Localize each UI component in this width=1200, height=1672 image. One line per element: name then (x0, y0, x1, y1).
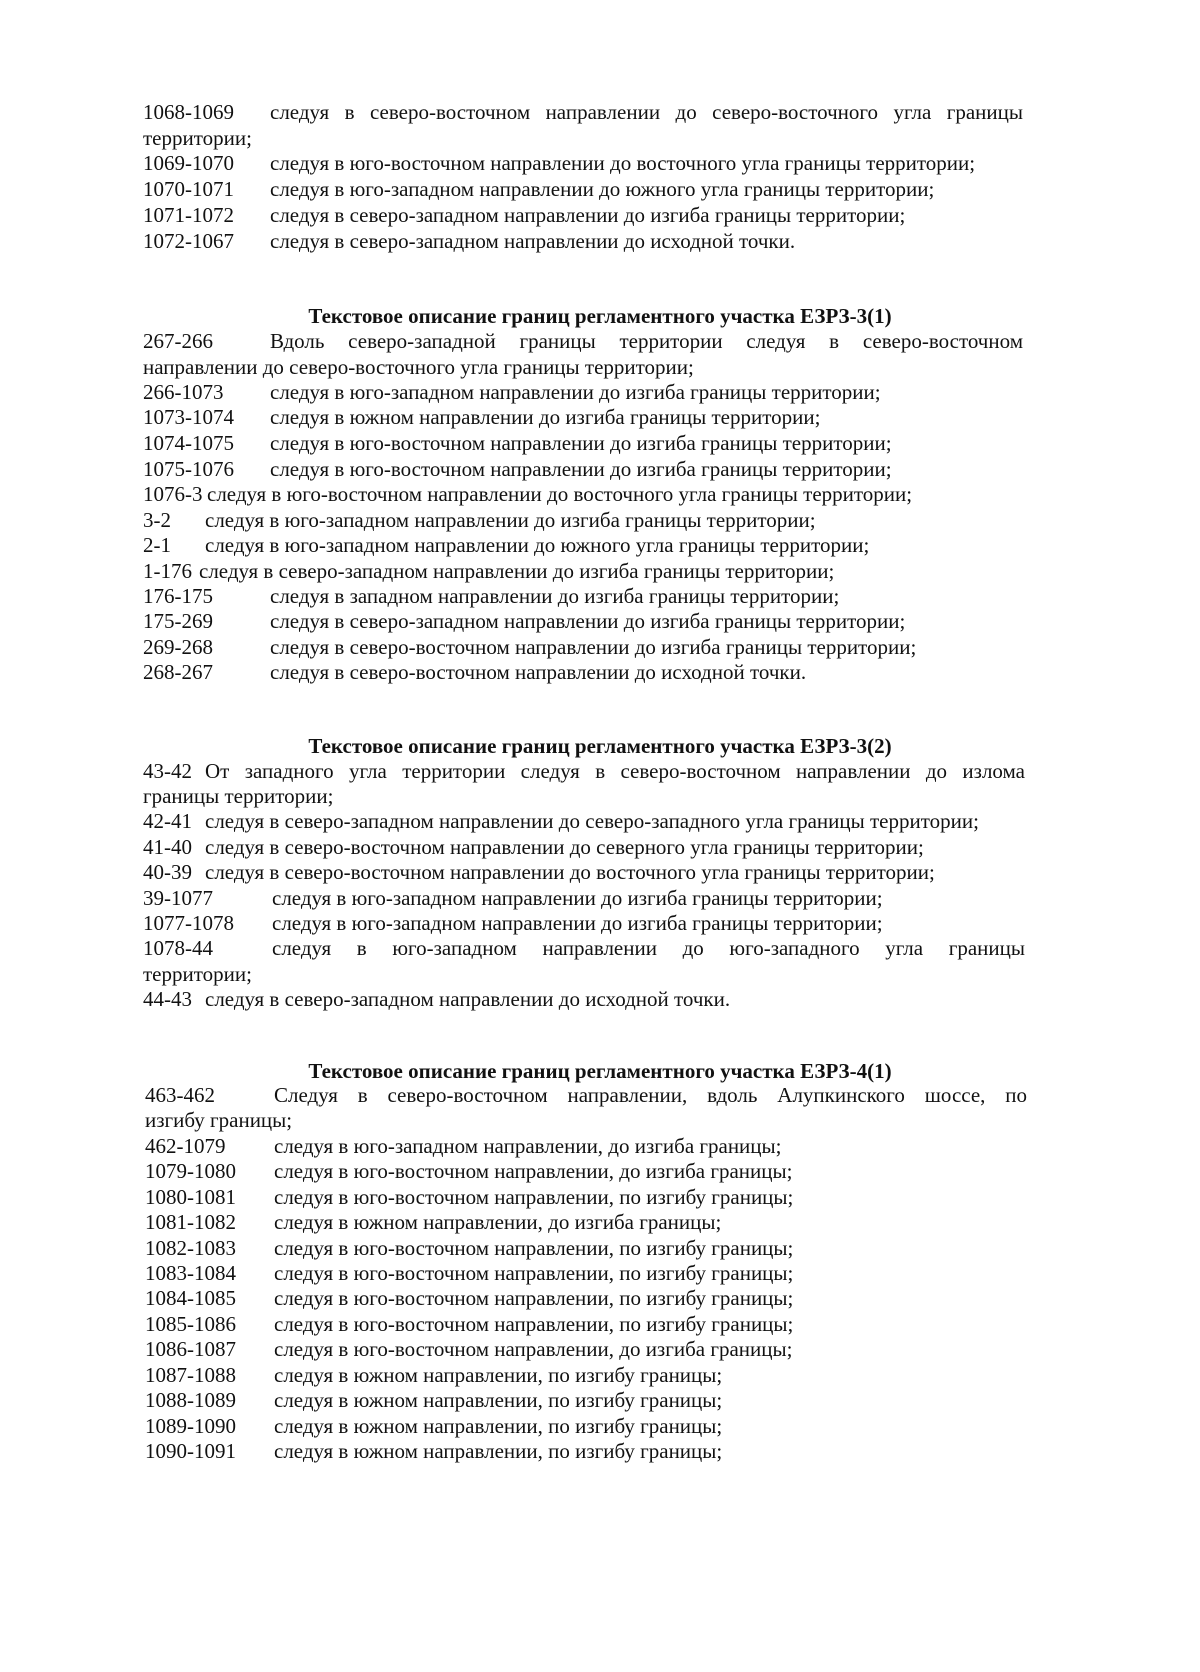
segment-code: 1086-1087 (145, 1337, 236, 1361)
segment-code: 1070-1071 (143, 177, 234, 201)
segment-code: 44-43 (143, 987, 192, 1011)
segment-description: следуя в северо-западном направлении до изгиба границы территории; (199, 559, 835, 583)
segment-description: следуя в юго-восточном направлении, по изгибу границы; (274, 1312, 794, 1336)
segment-code: 1077-1078 (143, 911, 234, 935)
segment-code: 40-39 (143, 860, 192, 884)
segment-code: 2-1 (143, 533, 171, 557)
segment-code: 1082-1083 (145, 1236, 236, 1260)
boundary-line (143, 328, 1023, 354)
boundary-line (143, 935, 1025, 961)
segment-description: следуя в юго-западном направлении до изгиба границы территории; (272, 886, 883, 910)
segment-description: следуя в юго-восточном направлении, до изгиба границы; (274, 1337, 793, 1361)
boundary-line-continuation: границы территории; (143, 784, 334, 808)
boundary-line (145, 1082, 1027, 1108)
boundary-line-continuation: направлении до северо-восточного угла границы территории; (143, 355, 694, 379)
segment-description: следуя в юго-западном направлении до изгиба границы территории; (270, 380, 881, 404)
segment-description: следуя в юго-восточном направлении до восточного угла границы территории; (207, 482, 913, 506)
segment-code: 1083-1084 (145, 1261, 236, 1285)
segment-code: 39-1077 (143, 886, 213, 910)
segment-code: 1078-44 (143, 936, 213, 960)
segment-code: 176-175 (143, 584, 213, 608)
segment-code: 1073-1074 (143, 405, 234, 429)
segment-code: 269-268 (143, 635, 213, 659)
segment-description: следуя в юго-западном направлении до изгиба границы территории; (205, 508, 816, 532)
segment-description: следуя в юго-западном направлении до юго-западного угла границы (272, 936, 1025, 960)
segment-description: следуя в юго-восточном направлении до восточного угла границы территории; (270, 151, 976, 175)
segment-description: следуя в южном направлении до изгиба границы территории; (270, 405, 821, 429)
segment-code: 268-267 (143, 660, 213, 684)
segment-description: следуя в северо-восточном направлении до северо-восточного угла границы (270, 100, 1023, 124)
segment-description: следуя в юго-восточном направлении, по изгибу границы; (274, 1286, 794, 1310)
boundary-line-continuation: территории; (143, 962, 252, 986)
segment-description: следуя в северо-восточном направлении до исходной точки. (270, 660, 807, 684)
segment-code: 1089-1090 (145, 1414, 236, 1438)
segment-description: следуя в юго-восточном направлении до изгиба границы территории; (270, 431, 892, 455)
segment-description: следуя в юго-восточном направлении, до изгиба границы; (274, 1159, 793, 1183)
segment-code: 3-2 (143, 508, 171, 532)
segment-code: 1081-1082 (145, 1210, 236, 1234)
segment-description: следуя в юго-западном направлении до южного угла границы территории; (270, 177, 935, 201)
segment-code: 1076-3 (143, 482, 203, 506)
segment-code: 1-176 (143, 559, 192, 583)
segment-code: 1071-1072 (143, 203, 234, 227)
segment-code: 43-42 (143, 759, 192, 783)
segment-description: следуя в южном направлении, по изгибу границы; (274, 1414, 723, 1438)
segment-description: Вдоль северо-западной границы территории следуя в северо-восточном (270, 329, 1023, 353)
segment-description: следуя в северо-восточном направлении до изгиба границы территории; (270, 635, 917, 659)
boundary-line (143, 758, 1025, 784)
segment-description: следуя в юго-западном направлении до южного угла границы территории; (205, 533, 870, 557)
segment-description: следуя в северо-восточном направлении до восточного угла границы территории; (205, 860, 935, 884)
segment-description: следуя в юго-восточном направлении до изгиба границы территории; (270, 457, 892, 481)
segment-description: следуя в северо-восточном направлении до северного угла границы территории; (205, 835, 924, 859)
segment-description: следуя в северо-западном направлении до изгиба границы территории; (270, 609, 906, 633)
section-heading: Текстовое описание границ регламентного участка ЕЗРЗ-4(1) (308, 1059, 892, 1083)
section-heading: Текстовое описание границ регламентного участка ЕЗРЗ-3(1) (308, 304, 892, 328)
boundary-line-continuation: территории; (143, 126, 252, 150)
segment-code: 1069-1070 (143, 151, 234, 175)
segment-code: 42-41 (143, 809, 192, 833)
segment-code: 1090-1091 (145, 1439, 236, 1463)
boundary-line (143, 99, 1023, 125)
segment-description: следуя в южном направлении, по изгибу границы; (274, 1439, 723, 1463)
segment-description: следуя в юго-западном направлении, до изгиба границы; (274, 1134, 782, 1158)
segment-code: 41-40 (143, 835, 192, 859)
segment-description: следуя в северо-западном направлении до северо-западного угла границы территории; (205, 809, 979, 833)
segment-description: Следуя в северо-восточном направлении, вдоль Алупкинского шоссе, по (274, 1083, 1027, 1107)
segment-description: От западного угла территории следуя в северо-восточном направлении до излома (205, 759, 1025, 783)
segment-code: 1088-1089 (145, 1388, 236, 1412)
segment-code: 1068-1069 (143, 100, 234, 124)
section-heading: Текстовое описание границ регламентного участка ЕЗРЗ-3(2) (308, 734, 892, 758)
boundary-line-continuation: изгибу границы; (145, 1108, 293, 1132)
segment-code: 266-1073 (143, 380, 224, 404)
segment-description: следуя в юго-восточном направлении, по изгибу границы; (274, 1236, 794, 1260)
segment-description: следуя в юго-восточном направлении, по изгибу границы; (274, 1261, 794, 1285)
segment-code: 1075-1076 (143, 457, 234, 481)
segment-description: следуя в северо-западном направлении до изгиба границы территории; (270, 203, 906, 227)
segment-description: следуя в юго-восточном направлении, по изгибу границы; (274, 1185, 794, 1209)
segment-description: следуя в западном направлении до изгиба границы территории; (270, 584, 840, 608)
segment-description: следуя в северо-западном направлении до исходной точки. (270, 229, 796, 253)
segment-code: 1074-1075 (143, 431, 234, 455)
segment-code: 267-266 (143, 329, 213, 353)
segment-code: 1072-1067 (143, 229, 234, 253)
segment-code: 1085-1086 (145, 1312, 236, 1336)
segment-description: следуя в северо-западном направлении до исходной точки. (205, 987, 731, 1011)
segment-description: следуя в южном направлении, до изгиба границы; (274, 1210, 722, 1234)
segment-description: следуя в юго-западном направлении до изгиба границы территории; (272, 911, 883, 935)
segment-code: 1084-1085 (145, 1286, 236, 1310)
segment-code: 1087-1088 (145, 1363, 236, 1387)
segment-code: 463-462 (145, 1083, 215, 1107)
segment-code: 175-269 (143, 609, 213, 633)
segment-description: следуя в южном направлении, по изгибу границы; (274, 1388, 723, 1412)
segment-description: следуя в южном направлении, по изгибу границы; (274, 1363, 723, 1387)
segment-code: 1079-1080 (145, 1159, 236, 1183)
segment-code: 1080-1081 (145, 1185, 236, 1209)
segment-code: 462-1079 (145, 1134, 226, 1158)
